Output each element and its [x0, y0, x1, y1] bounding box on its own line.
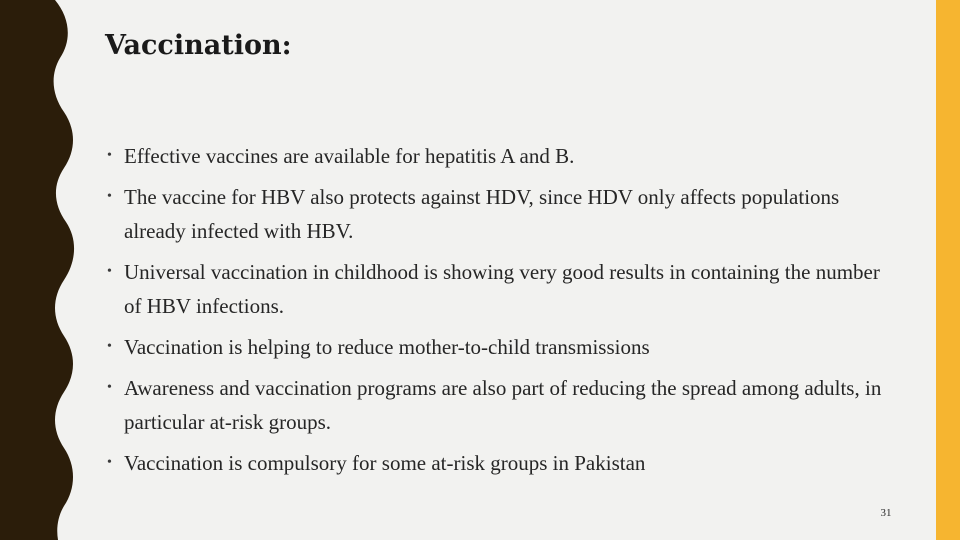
bullet-text: The vaccine for HBV also protects against HDV, since HDV only affects populations already infected with HBV.	[124, 185, 840, 243]
bullet-text: Effective vaccines are available for hepatitis A and B.	[124, 144, 575, 168]
bullet-item	[105, 330, 890, 364]
bullet-item	[105, 139, 890, 173]
bullet-item	[105, 446, 890, 480]
bullet-item	[105, 371, 890, 439]
left-wave-shape	[0, 0, 74, 540]
bullet-text: Vaccination is helping to reduce mother-to-child transmissions	[124, 335, 650, 359]
bullet-marker: •	[107, 189, 112, 204]
decorative-right-accent-band	[936, 0, 960, 540]
bullet-text: Awareness and vaccination programs are also part of reducing the spread among adults, in particular at-risk groups.	[124, 376, 882, 434]
bullet-list	[105, 139, 890, 487]
bullet-item	[105, 180, 890, 248]
page-number: 31	[880, 507, 892, 519]
bullet-marker: •	[107, 148, 112, 163]
bullet-marker: •	[107, 339, 112, 354]
slide-title: Vaccination:	[105, 30, 292, 61]
bullet-item	[105, 255, 890, 323]
bullet-marker: •	[107, 455, 112, 470]
bullet-text: Universal vaccination in childhood is showing very good results in containing the number of HBV infections.	[124, 260, 880, 318]
bullet-text: Vaccination is compulsory for some at-risk groups in Pakistan	[124, 451, 646, 475]
decorative-left-wave-band	[0, 0, 80, 540]
bullet-marker: •	[107, 264, 112, 279]
bullet-marker: •	[107, 380, 112, 395]
